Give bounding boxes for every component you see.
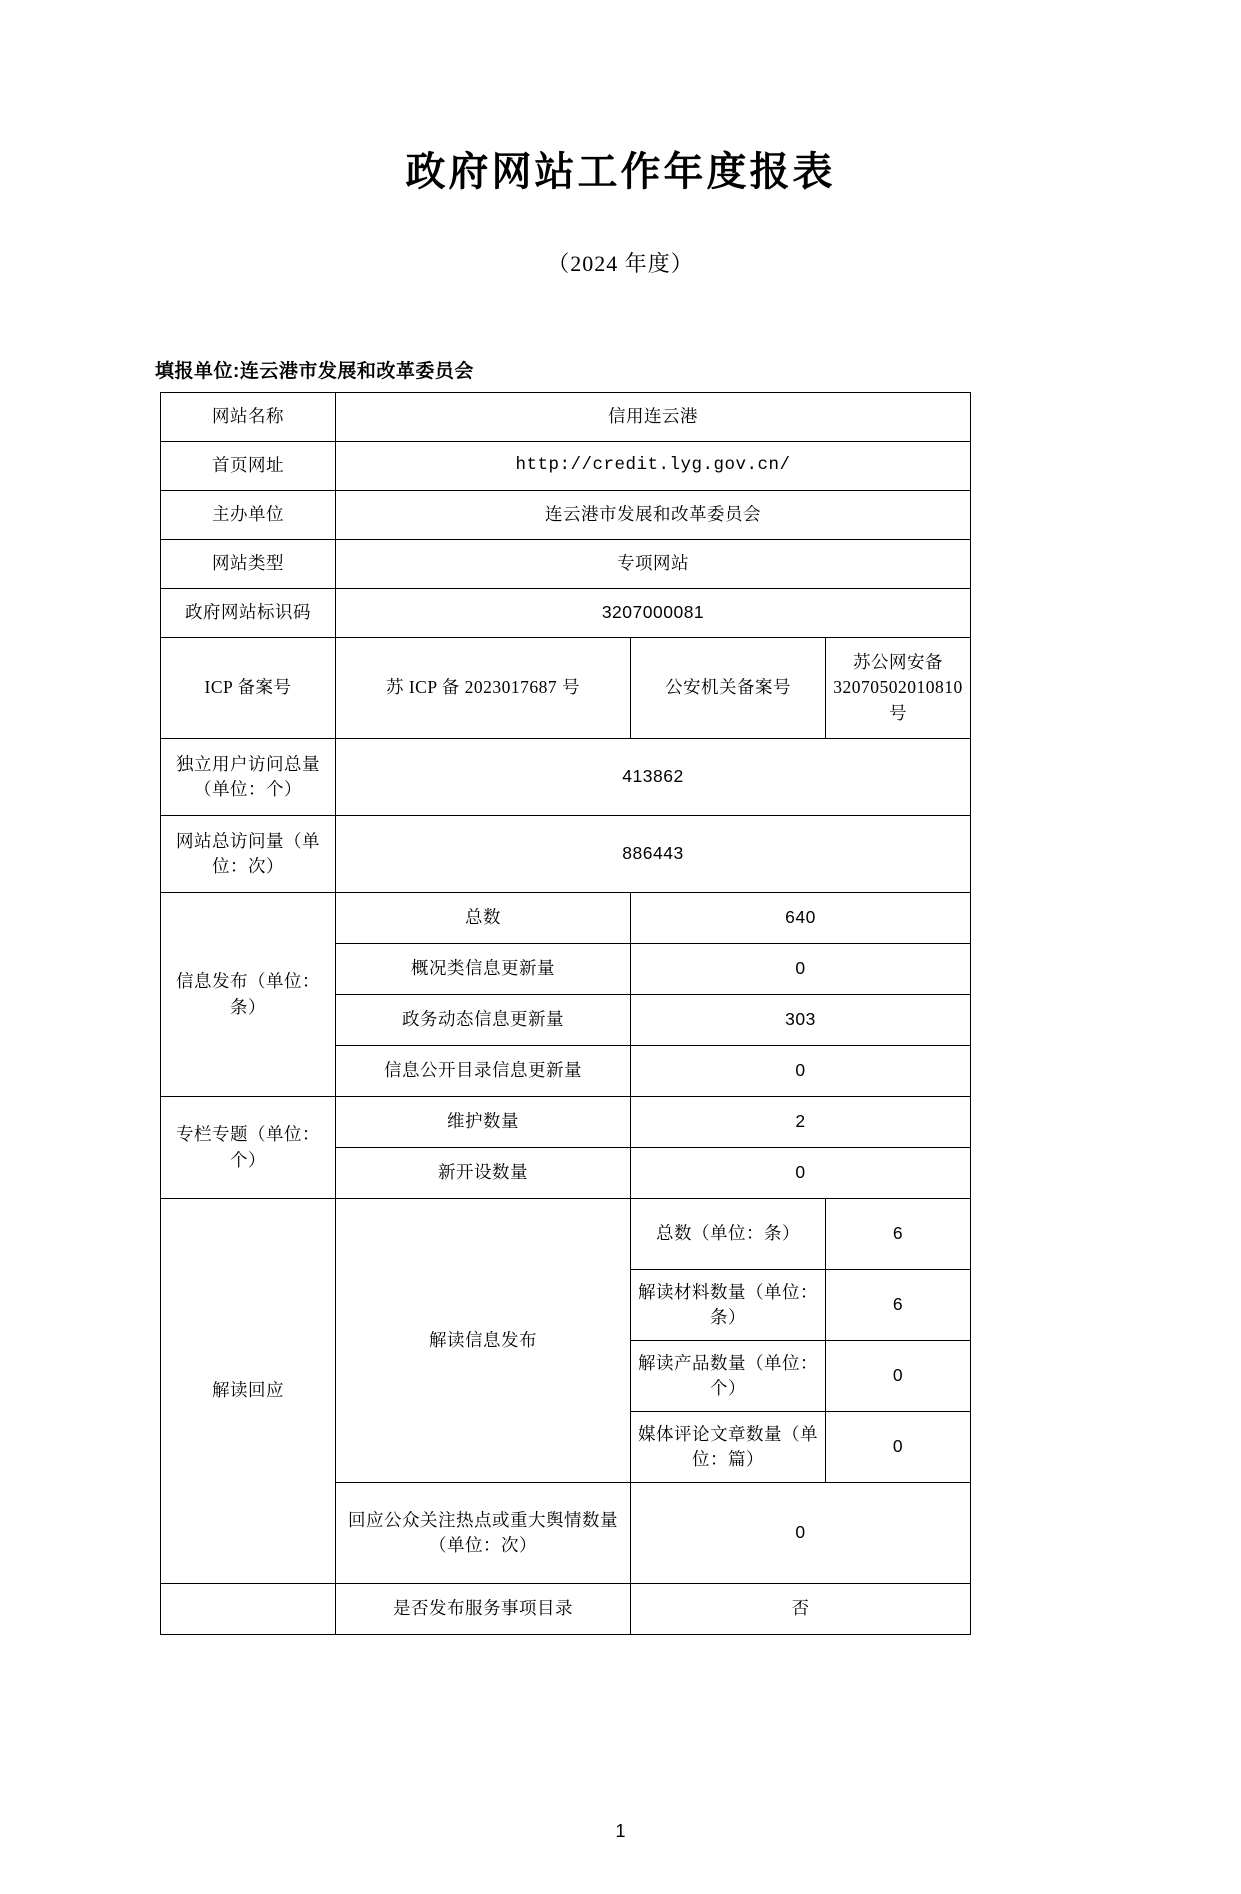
response-value: 0 <box>631 1483 971 1584</box>
table-row <box>161 739 971 816</box>
total-visits-label: 网站总访问量（单位：次） <box>161 816 336 893</box>
icp-label: ICP 备案号 <box>161 638 336 739</box>
info-publish-row-value: 303 <box>631 995 971 1046</box>
info-publish-row-value: 0 <box>631 944 971 995</box>
interpretation-row-name: 解读产品数量（单位：个） <box>631 1341 826 1412</box>
service-catalog-label: 是否发布服务事项目录 <box>336 1584 631 1635</box>
site-code-value: 3207000081 <box>336 589 971 638</box>
total-visits-value: 886443 <box>336 816 971 893</box>
table-row <box>161 816 971 893</box>
info-publish-label: 信息发布（单位：条） <box>161 893 336 1097</box>
page-subtitle: （2024 年度） <box>547 251 694 276</box>
page-number: 1 <box>615 1821 626 1841</box>
unique-visitors-label: 独立用户访问总量（单位：个） <box>161 739 336 816</box>
interpretation-label: 解读回应 <box>161 1199 336 1584</box>
column-topic-row-name: 维护数量 <box>336 1097 631 1148</box>
column-topic-row-value: 0 <box>631 1148 971 1199</box>
interpretation-publish-label: 解读信息发布 <box>336 1199 631 1483</box>
table-row <box>161 540 971 589</box>
table-row <box>161 1199 971 1270</box>
website-name-value: 信用连云港 <box>336 393 971 442</box>
police-record-label: 公安机关备案号 <box>631 638 826 739</box>
report-page <box>0 140 1241 1894</box>
info-publish-row-value: 640 <box>631 893 971 944</box>
column-topic-row-value: 2 <box>631 1097 971 1148</box>
interpretation-row-value: 6 <box>826 1199 971 1270</box>
table-row <box>161 442 971 491</box>
interpretation-row-value: 0 <box>826 1412 971 1483</box>
interpretation-row-value: 6 <box>826 1270 971 1341</box>
table-row <box>161 589 971 638</box>
sponsor-value: 连云港市发展和改革委员会 <box>336 491 971 540</box>
service-catalog-value: 否 <box>631 1584 971 1635</box>
site-type-value: 专项网站 <box>336 540 971 589</box>
website-name-label: 网站名称 <box>161 393 336 442</box>
homepage-label: 首页网址 <box>161 442 336 491</box>
table-row <box>161 491 971 540</box>
interpretation-row-name: 解读材料数量（单位：条） <box>631 1270 826 1341</box>
table-row <box>161 1584 971 1635</box>
interpretation-row-name: 媒体评论文章数量（单位：篇） <box>631 1412 826 1483</box>
info-publish-row-name: 政务动态信息更新量 <box>336 995 631 1046</box>
response-label: 回应公众关注热点或重大舆情数量（单位：次） <box>336 1483 631 1584</box>
unique-visitors-value: 413862 <box>336 739 971 816</box>
info-publish-row-name: 总数 <box>336 893 631 944</box>
column-topic-label: 专栏专题（单位：个） <box>161 1097 336 1199</box>
interpretation-row-name: 总数（单位：条） <box>631 1199 826 1270</box>
table-row <box>161 393 971 442</box>
info-publish-row-value: 0 <box>631 1046 971 1097</box>
column-topic-row-name: 新开设数量 <box>336 1148 631 1199</box>
site-code-label: 政府网站标识码 <box>161 589 336 638</box>
site-type-label: 网站类型 <box>161 540 336 589</box>
police-record-value: 苏公网安备 32070502010810 号 <box>826 638 971 739</box>
interpretation-row-value: 0 <box>826 1341 971 1412</box>
empty-cell <box>161 1584 336 1635</box>
table-row <box>161 1097 971 1148</box>
report-table <box>160 392 971 1635</box>
icp-value: 苏 ICP 备 2023017687 号 <box>336 638 631 739</box>
info-publish-row-name: 概况类信息更新量 <box>336 944 631 995</box>
reporting-unit: 填报单位:连云港市发展和改革委员会 <box>155 361 474 382</box>
page-title: 政府网站工作年度报表 <box>405 150 836 194</box>
sponsor-label: 主办单位 <box>161 491 336 540</box>
info-publish-row-name: 信息公开目录信息更新量 <box>336 1046 631 1097</box>
table-row <box>161 638 971 739</box>
table-row <box>161 893 971 944</box>
homepage-value: http://credit.lyg.gov.cn/ <box>336 442 971 491</box>
